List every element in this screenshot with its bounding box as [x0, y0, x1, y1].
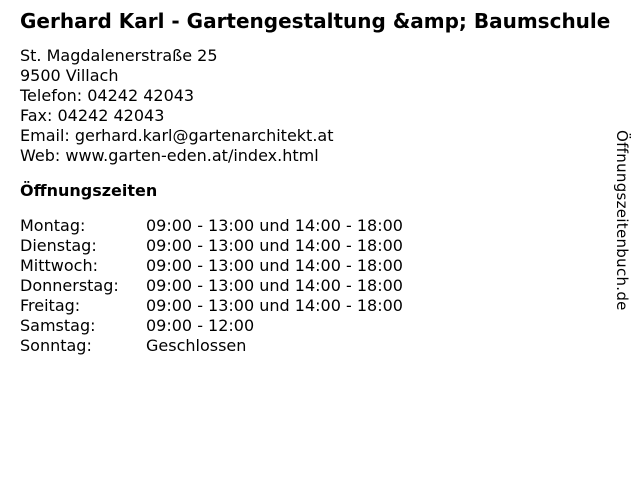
- hours-row-monday: [20, 216, 403, 236]
- day-hours: 09:00 - 13:00 und 14:00 - 18:00: [146, 256, 403, 275]
- hours-row-thursday: [20, 276, 403, 296]
- hours-row-wednesday: [20, 256, 403, 276]
- day-hours: 09:00 - 12:00: [146, 316, 255, 335]
- hours-row-sunday: [20, 336, 403, 356]
- hours-row-friday: [20, 296, 403, 316]
- contact-block: [20, 46, 334, 166]
- day-label: Donnerstag:: [20, 276, 119, 295]
- hours-row-saturday: [20, 316, 403, 336]
- day-hours: 09:00 - 13:00 und 14:00 - 18:00: [146, 276, 403, 295]
- day-label: Mittwoch:: [20, 256, 98, 275]
- address-street-line: St. Magdalenerstraße 25: [20, 46, 218, 65]
- email-line: Email: gerhard.karl@gartenarchitekt.at: [20, 126, 334, 145]
- opening-hours-heading: Öffnungszeiten: [20, 181, 158, 200]
- website-line: Web: www.garten-eden.at/index.html: [20, 146, 319, 165]
- phone-line: Telefon: 04242 42043: [20, 86, 195, 105]
- opening-hours-table: [20, 216, 403, 356]
- fax-line: Fax: 04242 42043: [20, 106, 165, 125]
- hours-row-tuesday: [20, 236, 403, 256]
- day-label: Freitag:: [20, 296, 81, 315]
- day-hours: 09:00 - 13:00 und 14:00 - 18:00: [146, 216, 403, 235]
- day-hours: 09:00 - 13:00 und 14:00 - 18:00: [146, 236, 403, 255]
- day-label: Dienstag:: [20, 236, 97, 255]
- watermark-vertical-text: Öffnungszeitenbuch.de: [613, 130, 631, 311]
- day-hours: 09:00 - 13:00 und 14:00 - 18:00: [146, 296, 403, 315]
- day-label: Samstag:: [20, 316, 96, 335]
- day-hours: Geschlossen: [146, 336, 247, 355]
- page-title: Gerhard Karl - Gartengestaltung &amp; Baumschule: [20, 9, 611, 33]
- day-label: Sonntag:: [20, 336, 92, 355]
- day-label: Montag:: [20, 216, 86, 235]
- address-city-line: 9500 Villach: [20, 66, 119, 85]
